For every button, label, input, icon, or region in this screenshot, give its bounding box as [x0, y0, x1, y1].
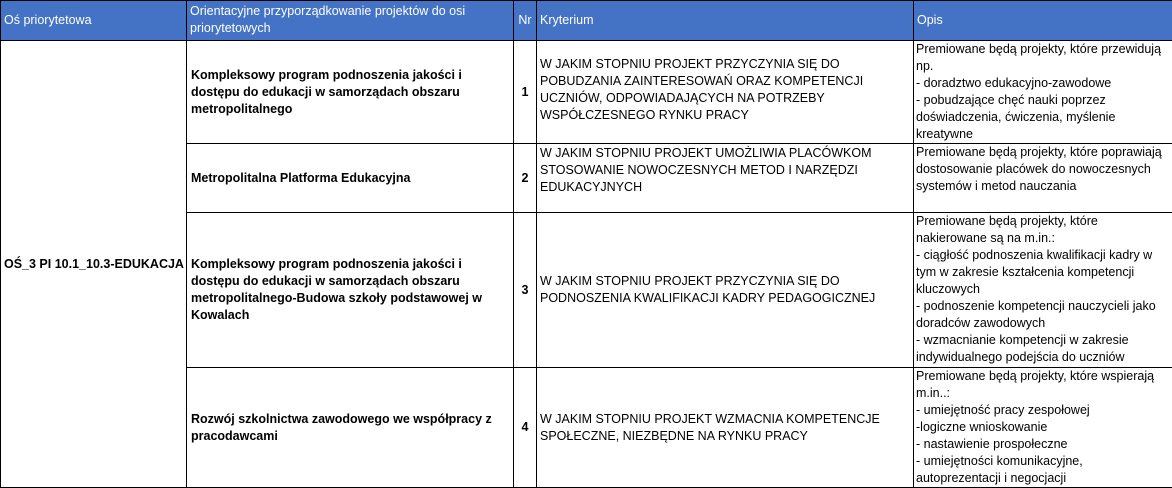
description-cell [914, 144, 1172, 213]
criterion-cell [537, 41, 914, 144]
header-criterion: Kryterium [537, 1, 914, 41]
description-line: - pobudzające chęć nauki poprzez doświadczenia, ćwiczenia, myślenie kreatywne [916, 93, 1116, 141]
description-line: Premiowane będą projekty, które wspierają m.in..: [916, 369, 1155, 400]
criterion-cell [537, 213, 914, 368]
project-cell: Kompleksowy program podnoszenia jakości i dostępu do edukacji w samorządach obszaru metropolitalnego [187, 41, 514, 144]
header-row [1, 1, 1172, 41]
header-axis: Oś priorytetowa [1, 1, 187, 41]
description-line: -logiczne wnioskowanie [916, 420, 1048, 434]
project-cell: Kompleksowy program podnoszenia jakości i dostępu do edukacji w samorządach obszaru metropolitalnego-Budowa szkoły podstawowej w Kowalach [187, 213, 514, 368]
description-line: Premiowane będą projekty, które przewidują np. [916, 42, 1162, 73]
criterion-text: W JAKIM STOPNIU PROJEKT PRZYCZYNIA SIĘ DO PODNOSZENIA KWALIFIKACJI KADRY PEDAGOGICZNEJ [540, 274, 876, 305]
description-cell [914, 368, 1172, 488]
criterion-cell [537, 144, 914, 213]
criterion-text: W JAKIM STOPNIU PROJEKT UMOŻLIWIA PLACÓWKOM STOSOWANIE NOWOCZESNYCH METOD I NARZĘDZI EDUKACYJNYCH [540, 146, 872, 194]
description-cell [914, 213, 1172, 368]
nr-cell: 4 [514, 368, 537, 488]
description-line: - podnoszenie kompetencji nauczycieli jako doradców zawodowych [916, 299, 1156, 330]
criterion-text: W JAKIM STOPNIU PROJEKT WZMACNIA KOMPETENCJE SPOŁECZNE, NIEZBĘDNE NA RYNKU PRACY [540, 411, 880, 443]
description-cell [914, 41, 1172, 144]
project-cell: Rozwój szkolnictwa zawodowego we współpracy z pracodawcami [187, 368, 514, 488]
header-projects: Orientacyjne przyporządkowanie projektów do osi priorytetowych [187, 1, 514, 41]
criterion-cell [537, 368, 914, 488]
nr-cell: 3 [514, 213, 537, 368]
axis-cell: OŚ_3 PI 10.1_10.3-EDUKACJA [1, 41, 187, 488]
nr-cell: 2 [514, 144, 537, 213]
description-line: - doradztwo edukacyjno-zawodowe [916, 76, 1112, 90]
description-line: - umiejętność pracy zespołowej [916, 403, 1090, 417]
description-line: Premiowane będą projekty, które nakierowane są na m.in.: [916, 214, 1098, 245]
header-nr: Nr [514, 1, 537, 41]
description-line: - ciągłość podnoszenia kwalifikacji kadry w tym w zakresie kształcenia kompetencji kluczowych [916, 248, 1153, 296]
project-cell: Metropolitalna Platforma Edukacyjna [187, 144, 514, 213]
description-line: - umiejętności komunikacyjne, autoprezentacji i negocjacji [916, 454, 1083, 485]
description-line: - nastawienie prospołeczne [916, 437, 1068, 451]
description-line: - wzmacnianie kompetencji w zakresie indywidualnego podejścia do uczniów [916, 333, 1129, 364]
header-description: Opis [914, 1, 1172, 41]
table-row [1, 41, 1172, 144]
criterion-text: W JAKIM STOPNIU PROJEKT PRZYCZYNIA SIĘ DO POBUDZANIA ZAINTERESOWAŃ ORAZ KOMPETENCJI UCZNIÓW, ODPOWIADAJĄCYCH NA POTRZEBY WSPÓŁCZESNEGO RYNKU PRACY [540, 57, 864, 122]
description-line: Premiowane będą projekty, które poprawiają dostosowanie placówek do nowoczesnych systemów i metod nauczania [916, 145, 1162, 193]
nr-cell: 1 [514, 41, 537, 144]
